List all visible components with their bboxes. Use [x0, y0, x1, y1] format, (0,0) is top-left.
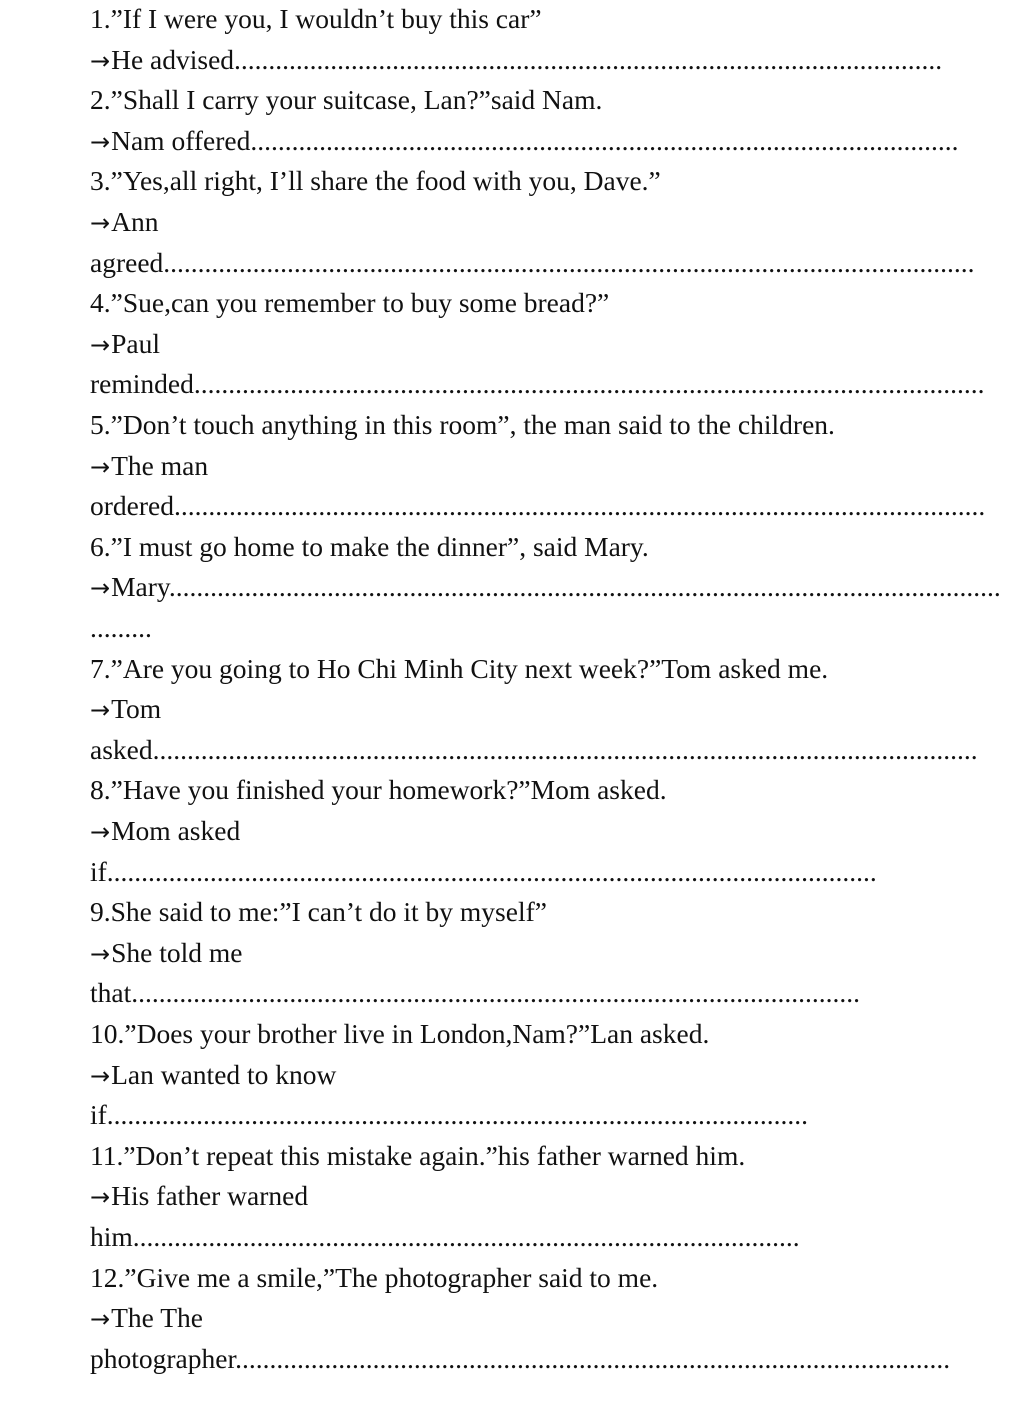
answer-line: [90, 692, 1024, 732]
line-text: His father warned: [111, 1180, 309, 1212]
answer-line: [90, 814, 1024, 854]
exercise-prompt: [90, 164, 1024, 204]
line-text: 2.”Shall I carry your suitcase, Lan?”said Nam.: [90, 84, 603, 116]
line-text: 11.”Don’t repeat this mistake again.”his father warned him.: [90, 1139, 746, 1171]
line-text: 5.”Don’t touch anything in this room”, the man said to the children.: [90, 409, 835, 440]
answer-line: [90, 205, 1024, 245]
exercise-prompt: [90, 1261, 1024, 1301]
arrow-icon: →: [90, 1061, 111, 1090]
line-text: agreed......................................................................................................................: [90, 246, 975, 278]
answer-line: [90, 124, 1024, 164]
line-text: 9.She said to me:”I can’t do it by myself”: [90, 896, 547, 928]
answer-line: [90, 1301, 1024, 1341]
arrow-icon: →: [90, 939, 111, 968]
line-text: if......................................................................................................: [90, 1099, 809, 1131]
exercise-prompt: [90, 408, 1024, 448]
exercise-prompt: [90, 1017, 1024, 1057]
line-text: The man: [111, 449, 209, 481]
answer-line: [90, 1342, 1024, 1382]
answer-line: [90, 246, 1024, 286]
exercise-prompt: [90, 286, 1024, 326]
arrow-icon: →: [90, 330, 111, 359]
line-text: .........: [90, 612, 152, 643]
arrow-icon: →: [90, 209, 111, 237]
arrow-icon: →: [90, 1305, 111, 1334]
line-text: Lan wanted to know: [111, 1058, 337, 1090]
answer-line: [90, 1058, 1024, 1098]
line-text: asked........................................................................................................................: [90, 733, 978, 765]
answer-line: [90, 611, 1024, 651]
arrow-icon: →: [90, 696, 111, 725]
answer-line: [90, 43, 1024, 83]
line-text: Paul: [111, 327, 160, 359]
answer-line: [90, 976, 1024, 1016]
line-text: 4.”Sue,can you remember to buy some bread?”: [90, 287, 610, 319]
line-text: Tom: [111, 693, 162, 725]
line-text: Mary.........................................................................................................................: [111, 571, 1001, 603]
line-text: 3.”Yes,all right, I’ll share the food with you, Dave.”: [90, 165, 661, 197]
line-text: 8.”Have you finished your homework?”Mom asked.: [90, 774, 667, 806]
exercise-prompt: [90, 773, 1024, 813]
exercise-prompt: [90, 652, 1024, 692]
answer-line: [90, 449, 1024, 489]
arrow-icon: →: [90, 452, 111, 481]
line-text: 12.”Give me a smile,”The photographer said to me.: [90, 1261, 659, 1293]
line-text: 7.”Are you going to Ho Chi Minh City next week?”Tom asked me.: [90, 652, 829, 684]
line-text: Ann: [111, 206, 159, 237]
arrow-icon: →: [90, 127, 111, 156]
line-text: The The: [111, 1302, 203, 1334]
arrow-icon: →: [90, 46, 111, 75]
answer-line: [90, 489, 1024, 529]
exercise-prompt: [90, 83, 1024, 123]
arrow-icon: →: [90, 818, 111, 846]
answer-line: [90, 327, 1024, 367]
line-text: He advised.......................................................................................................: [111, 43, 943, 75]
line-text: ordered......................................................................................................................: [90, 490, 986, 522]
answer-line: [90, 733, 1024, 773]
answer-line: [90, 1179, 1024, 1219]
line-text: if................................................................................................................: [90, 855, 877, 887]
arrow-icon: →: [90, 1183, 111, 1212]
exercise-prompt: [90, 895, 1024, 935]
exercise-prompt: [90, 2, 1024, 42]
line-text: She told me: [111, 936, 243, 968]
arrow-icon: →: [90, 574, 111, 603]
line-text: 6.”I must go home to make the dinner”, said Mary.: [90, 530, 649, 562]
line-text: 10.”Does your brother live in London,Nam?”Lan asked.: [90, 1018, 710, 1049]
line-text: reminded...................................................................................................................: [90, 368, 985, 400]
line-text: that..........................................................................................................: [90, 977, 860, 1009]
line-text: Nam offered.......................................................................................................: [111, 124, 959, 156]
exercise-prompt: [90, 1139, 1024, 1179]
line-text: photographer........................................................................................................: [90, 1342, 951, 1374]
answer-line: [90, 1098, 1024, 1138]
answer-line: [90, 367, 1024, 407]
line-text: him.................................................................................................: [90, 1221, 800, 1252]
line-text: Mom asked: [111, 815, 241, 846]
answer-line: [90, 936, 1024, 976]
answer-line: [90, 1220, 1024, 1260]
answer-line: [90, 855, 1024, 895]
line-text: 1.”If I were you, I wouldn’t buy this car”: [90, 3, 542, 34]
exercise-prompt: [90, 530, 1024, 570]
answer-line: [90, 570, 1024, 610]
